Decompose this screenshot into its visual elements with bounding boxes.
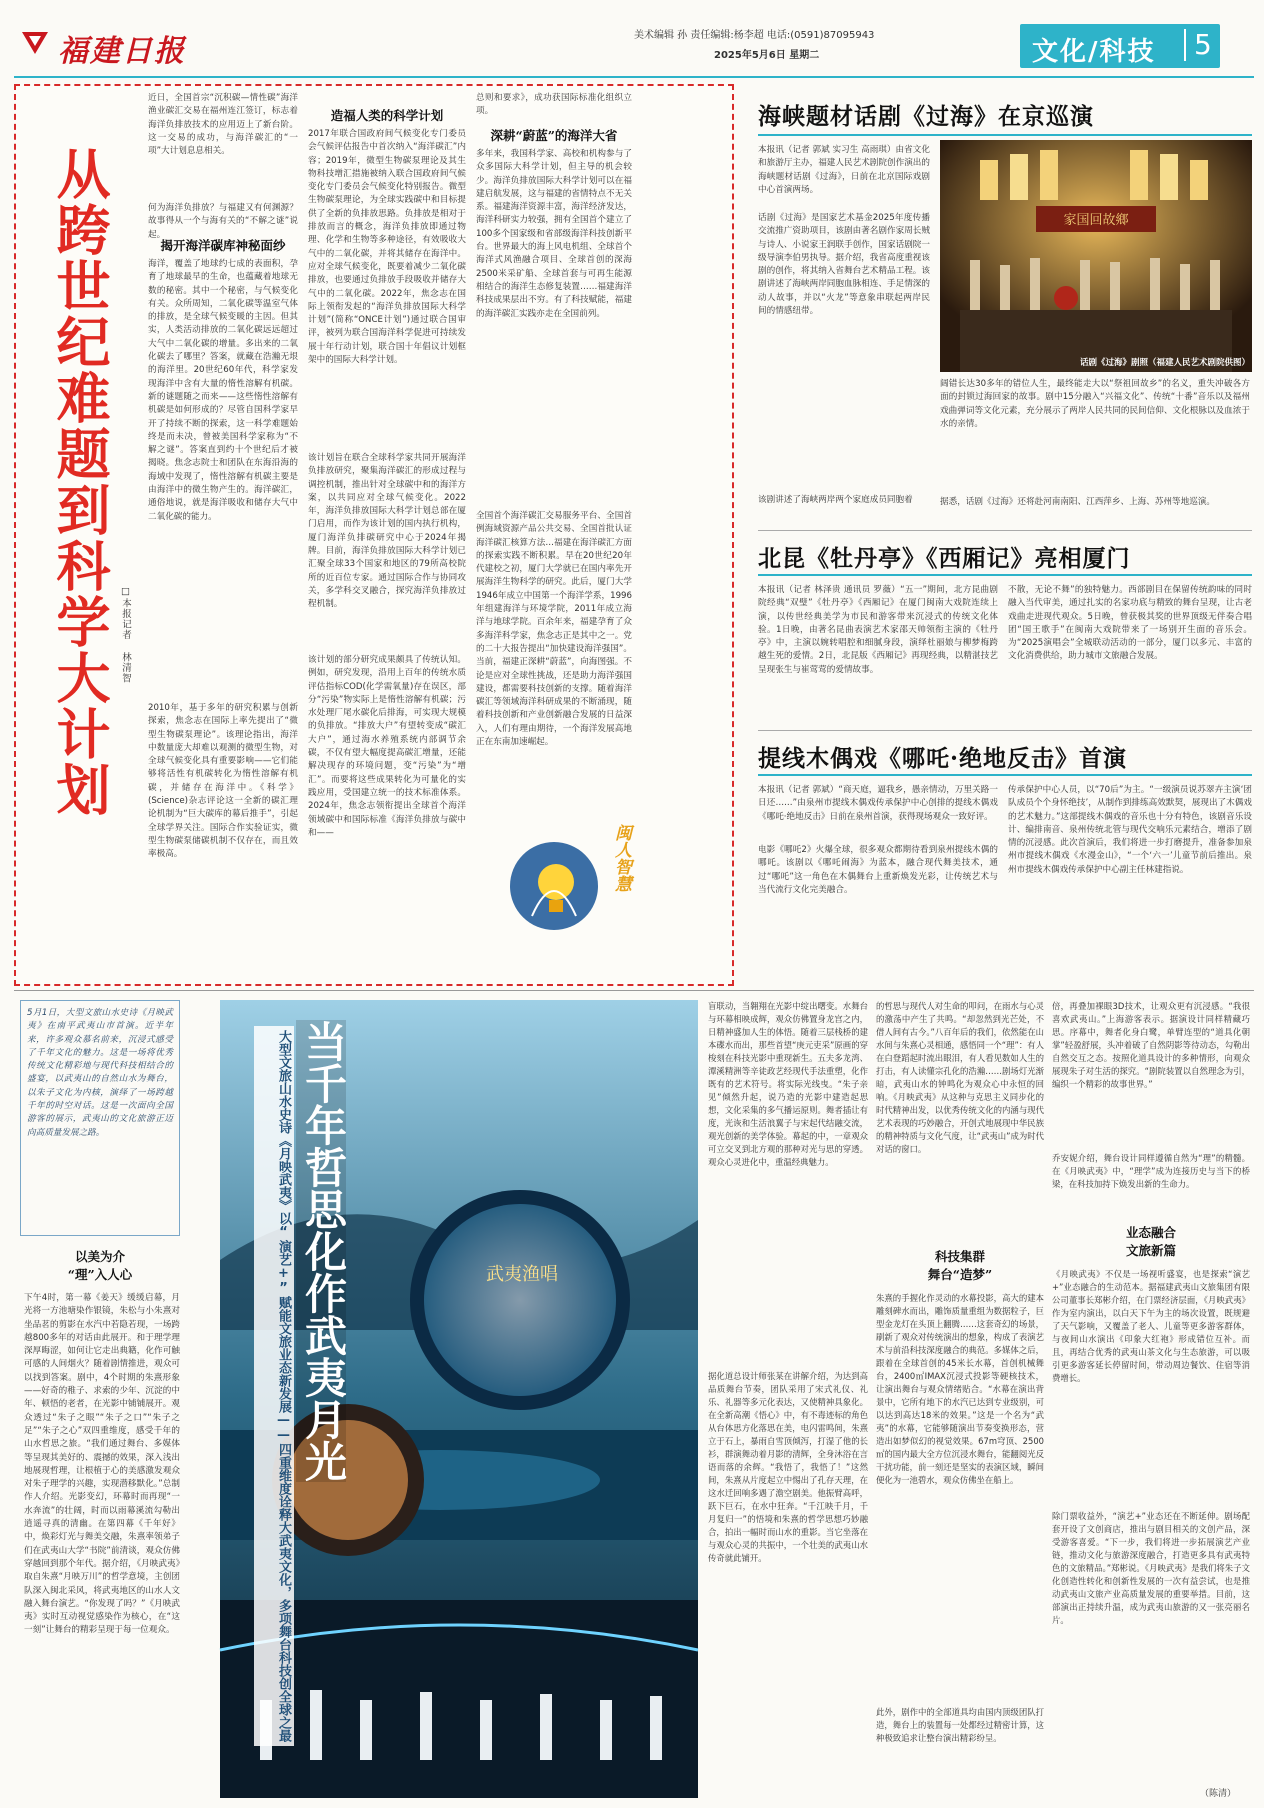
news1-rule	[758, 134, 1252, 136]
poem-body: 下午4时，第一幕《姜天》缓缓启幕，月光将一方池塘染作银镜，朱松与小朱熹对坐品茗的剪影在水汽中若隐若现，一场跨越800多年的对话由此展开。和于理学理深厚晦涩，如何让它走出典籍，化作可触可感的人间烟火？随着剧情推进，观众可以找到答案。剧中，4个时期的朱熹形象——好奇的稚子、求索的少年、沉淀的中年、顿悟的老者，在光影中铺铺展开。观众透过“朱子之眼”“朱子之口”“朱子之足”“朱子之心”双四重维度，感受千年的山水哲思之旅。“我们通过舞台、多媒体等呈现其美好的、震撼的效果，深入浅出地展现哲理，让根植于心的美感激发观众对朱子理学的兴趣，实现潜移默化。”总制作人介绍。光影变幻，环幕时而再现“一水奔流”的壮阔，时而以雨幕溪流勾勒出逍遥寻真的清幽。在第四幕《千年好》中，焕彩灯光与舞美交融，朱熹率领弟子们在武夷山大学“书院”前清谈，观众仿佛穿越回到那个年代。据介绍，《月映武夷》取自朱熹“月映万川”的哲学意境，主创团队深入闽北采风，将武夷地区的山水人文融入舞台演艺。“你发现了吗？”《月映武夷》实时互动视觉感染作为核心，在“这一刻”让舞台的精彩呈现于每一位观众。	[24, 1293, 180, 1636]
news1-p4: 阔错长达30多年的错位人生，最终能走大以“祭祖回故乡”的名义，重失冲破各方面的封锁过海回家的故事。剧中15分融入“兴福文化”、传统“十番”音乐以及福州戏曲弹词等文化元素，充分展示了两岸人民共同的民间信仰、文化根脉以及血浓于水的亲情。	[940, 379, 1250, 429]
stage-sign: 家国回故鄉	[1063, 213, 1129, 228]
header-rule	[14, 76, 1254, 78]
news1-p5: 据悉，话剧《过海》还将赴河南南阳、江西萍乡、上海、苏州等地巡演。	[940, 497, 1216, 507]
stage-photo-credit: 话剧《过海》剧照（福建人民艺术剧院供图）	[1080, 358, 1251, 368]
newspaper-logo: 福建日报	[58, 34, 186, 69]
news3-p3: 传承保护中心人员，以“70后”为主。“一级演员说苏翠卉主演‘团队成员个个身怀绝技’，从制作到排练高效默契，展现出了木偶戏的艺术魅力。”这部提线木偶戏的音乐也十分有特色，该剧音乐设计、编排南音、泉州传统北管与现代交响乐元素结合，增添了剧情的沉浸感。此次首演后，我们将进一步打磨提升，准备参加泉州市提线木偶戏《水漫金山》，“一个‘六一’儿童节前后推出。泉州市提线木偶戏传承保护中心副主任林建指说。	[1008, 785, 1252, 875]
newspaper-logo-icon	[20, 28, 50, 56]
news3-rule	[758, 774, 1252, 776]
stage-scene-image	[940, 140, 1252, 372]
news1-p2: 话剧《过海》是国家艺术基金2025年度传播交流推广资助项目，该剧由著名剧作家周长贼与诗人、小说家王润联手创作，国家话剧院一级导演李伯男执导。据介绍，我省高度重视该剧的创作，将其纳入省舞台艺术精品工程。该剧讲述了海峡两岸同胞血脉相连、手足情深的动人故事，并以“火龙”等意象串联起两岸民间的情感纽带。	[758, 213, 930, 317]
feature-subhead-2: 造福人类的科学计划	[330, 108, 444, 123]
feature-intro-2: 何为海洋负排放？与福建又有何渊源？故事得从一个与海有关的“不解之谜”说起。	[148, 203, 298, 240]
news1-p2b	[758, 410, 930, 490]
header-date: 2025年5月6日 星期二	[714, 50, 820, 61]
news2-rule	[758, 574, 1252, 576]
lower-col5-text-c: 除门票收益外，“演艺+”业态还在不断延伸。剧场配套开设了文创商店，推出与剧目相关的文创产品，深受游客喜爱。“下一步，我们将进一步拓展演艺产业链，推动文化与旅游深度融合，打造更多具有武夷特色的文旅精品。”郑彬说。《月映武夷》是我们将朱子文化创造性转化和创新性发展的一次有益尝试，也是推动武夷山文旅产业高质量发展的重要举措。目前，这部演出正持续升温，成为武夷山旅游的又一张亮丽名片。	[1052, 1511, 1250, 1625]
lower-col4-text-c: 此外，剧作中的全部道具均由国内顶级团队打造，舞台上的装置每一处都经过精密计算，这种极致追求让整台演出精彩纷呈。	[876, 1707, 1044, 1743]
lower-col4-text-b: 朱熹的手握化作灵动的水幕投影，高大的建本雕刻碑水而出，雕饰质量重组为数据粒子，巨型金龙灯在头顶上翻腾……这套奇幻的场景，刷新了观众对传统演出的想象，构成了表演艺术与前沿科技深度融合的典范。多媒体之后，跟着在全球首创的45米长水幕，首创机械舞台，2400㎡IMAX沉浸式投影等硬核技术，让演出舞台与观众情绪贴合。“水幕在演出背景中，它所有地下的水汽已达到专业级别，可以达到高达18米的效果。”这是一个名为“武夷”的水幕，它能够随演出节奏变换形态，营造出如梦似幻的视觉效果。67m穹顶、2500㎡的国内最大全方位沉浸水舞台，能翻阅光反干扰功能，前一刻还是坚实的表演区域，瞬间便化为一池碧水，观众仿佛坐在船上。	[876, 1293, 1044, 1485]
photo-caption-text: 武夷渔唱	[486, 1264, 558, 1285]
feature-byline: □本报记者 林清智	[120, 586, 131, 684]
news2-p1: 本报讯（记者 林泽贵 通讯员 罗薇）“五一”期间，北方昆曲剧院经典“双璧”《牡丹亭》《西厢记》在厦门闽南大戏院连续上演，以传世经典美学为市民和游客带来沉浸式的传统文化体验。1日晚，由著名昆曲表演艺术家邵天帅领衔主演的《牡丹亭》中，主演以婉转唱腔和细腻身段，演绎杜丽娘与柳梦梅跨越生死的爱情。2日，北昆版《西厢记》再现经典，以精湛技艺呈现张生与崔莺莺的爱情故事。	[758, 585, 998, 675]
fusion-subhead: 业态融合 文旅新篇	[1125, 1225, 1176, 1258]
lower-col3-text-b: 据化道总设计师张某在讲解介绍，为达到高品质舞台节奏，团队采用了宋式礼仪、礼乐、礼器等多元化表达，又使精神具象化。在全新高潮《悟心》中，有不毒迹标的角色从台体思方化落思在美，电闪雷鸣间，朱熹立于石上，暴雨自雪顶倾泻，打湿了他的长衫，群演舞动着月影的清辉，全身沐浴在言语而落的余辉。“我悟了，我悟了！”这然间，朱熹从片度起立中惕出了孔存天理，在这水迁回响多遇了澹空剧美。他振臂高呼，跃下巨石，在水中狂奔。“千江映千月，千月复归一”的悟境和朱熹的哲学思想巧妙融合，拍出一幅时而山水的重影。当它坐落在与观众心灵的共振中，一个壮美的武夷山水传奇就此铺开。	[708, 1371, 868, 1563]
feature-headline: 从跨世纪难题到科学大计划	[48, 146, 112, 818]
feature-intro: 近日，全国首宗“沉积碳—情性碳”海洋渔业碳汇交易在福州连江签订，标志着海洋负排放技术的应用迈上了新台阶。这一交易的成功，与海洋碳汇的“一项”大计划息息相关。	[148, 93, 298, 157]
news2-p2: 不散，无论不舞”的独特魅力。西部剧目在保留传统韵味的同时融入当代审美，通过扎实的名家功底与精致的舞台呈现，让古老戏曲走进现代观众。5日晚，曾获极其奖的世界顶级无伴奏合唱团“国王歌手”在闽南大戏院带来了一场别开生面的音乐会。为“2025演唱会”全城联动活动的一部分，厦门以多元、丰富的文化消费供给，助力城市文旅融合发展。	[1008, 585, 1252, 662]
lower-article-headline: 当千年哲思化作武夷月光	[296, 1020, 346, 1482]
masthead	[14, 22, 1254, 70]
article-deck: 大型文旅山水史诗《月映武夷》以“演艺+”赋能文旅业态新发展——四重维度诠释大武夷文化，多项舞台科技创全球之最	[254, 1026, 294, 1746]
poem-box	[20, 1000, 180, 1236]
feature-subhead-1: 揭开海洋碳库神秘面纱	[160, 238, 286, 253]
header-editors: 美术编辑 孙 责任编辑:杨李超 电话:(0591)87095943	[634, 30, 875, 41]
feature-col3-text-a: 总则和要求》，成功获国际标准化组织立项。	[476, 93, 632, 117]
tech-subhead: 科技集群 舞台“造梦”	[927, 1249, 993, 1282]
feature-col2-text-b: 该计划旨在联合全球科学家共同开展海洋负排放研究，聚集海洋碳汇的形成过程与调控机制，推出针对全球碳中和的海洋方案，以共同应对全球气候变化。2022年，海洋负排放国际大科学计划总部在厦门启用，而作为该计划的国内执行机构，厦门海洋负排碳研究中心于2024年揭牌。目前，海洋负排放国际大科学计划已汇聚全球33个国家和地区的79所高校院所的近百位专家。通过国际合作与协同攻关，多学科交叉融合，探究海洋负排放过程机制。	[308, 453, 466, 610]
feature-col3-text-b: 全国首个海洋碳汇交易服务平台、全国首例海域资源产品公共交易、全国首批认证海洋碳汇核算方法…福建在海洋碳汇方面的探索实践不断积累。早在20世纪20年代建校之初，厦门大学就已在国内率先开展海洋生物科学的研究。此后，厦门大学1946年成立中国第一个海洋学系，1996年组建海洋与环境学院，2011年成立海洋与地球学院。百余年来，福建孕育了众多海洋科学家，焦念志正是其中之一。党的二十大报告提出“加快建设海洋强国”。当前，福建正深耕“蔚蓝”，向海图强。不论是应对全球性挑战，还是助力海洋强国建设，都需要科技创新的支撑。随着海洋碳汇等领域海洋科研成果的不断涌现，随着科技创新和产业创新融合发展的日益深入，人们有理由期待，一个海洋发展高地正在东南加速崛起。	[476, 511, 632, 748]
news3-p1: 本报讯（记者 郭斌）“商天庭，逼我乡，愚亲情动，万里关路一日还……”由泉州市提线木偶戏传承保护中心创排的提线木偶戏《哪吒·绝地反击》日前在泉州首演，获得现场观众一致好评。	[758, 785, 998, 822]
feature-col1-text: 海洋，覆盖了地球约七成的表面积，孕育了地球最早的生命，也蕴藏着地球无数的秘密。其中一个秘密，与气候变化有关。众所周知，二氧化碳等温室气体的排放，是全球气候变暖的主因。但其实，人类活动排放的二氧化碳远远超过大气中二氧化碳的增量。多出来的二氧化碳去了哪里？答案，就藏在浩瀚无垠的海洋里。20世纪60年代，科学家发现海洋中含有大量的惰性溶解有机碳。新的谜题随之而来——这些惰性溶解有机碳是如何形成的？尽管自国科学家早开了持续不断的探索，这一科学难题始终是而未决，曾被美国科学家称为“不解之谜”。答案直到约十个世纪后才被揭晓。焦念志院士和团队在东海沿海的海域中发现了，惰性溶解有机碳主要是由海洋中的微生物产生的。海洋碳汇，通俗地说，就是海洋吸收和储存大气中二氧化碳的能力。	[148, 259, 298, 522]
article-signature: （陈清）	[1200, 1789, 1237, 1799]
feature-article-box	[14, 84, 734, 986]
lower-col4-text: 的哲思与现代人对生命的叩问，在雨水与心灵的激荡中产生了共鸣。“却忽然到光芒处，不借人间有古今。”八百年后的我们，依然能在山水间与朱熹心灵相通，感悟同一个“理”：有人在白登蹈起时流出眼泪，有人看见数如人生的打击，有人读懂宗孔化的浩瀚……剧场灯光渐暗，武夷山水的钟鸣化为观众心中永恒的回响。《月映武夷》从这种与克思主义同步化的时代精神出发，以优秀传统文化的内涵与现代艺术表现的巧妙融合，开创式地展现中华民族的精神特质与文化气度，让“武夷山”成为时代对话的窗口。	[876, 1001, 1044, 1154]
feature-col3-text: 多年来，我国科学家、高校和机构参与了众多国际大科学计划，但主导的机会较少。海洋负排放国际大科学计划可以在福建启航发展，这与福建的省情特点不无关系。福建海洋资源丰富，海洋经济发达，海洋科研实力较强，拥有全国首个建立了100多个国家级和省部级海洋科技创新平台。世界最大的海上风电机组、全球首个海洋式风渔融合项目、全球首创的深海2500米采矿船、全球首套与可再生能源相结合的海洋生态修复装置……福建海洋科技成果层出不穷。有了科技赋能，福建的海洋碳汇实践亦走在全国前列。	[476, 149, 632, 319]
section-name: 文化/科技	[1032, 37, 1156, 67]
lower-col3-text: 盲联动，当翱翔在光影中绽出曙变。水舞台与环幕相映成辉，观众仿佛置身龙宫之内，日精神盛加人生的体悟。随着三层栈桥的建本碟水而出，那些首望“庚元吏采”原画的穿梭刻在科技光影中重现新生。五夫多龙湾、潭溪精洲等辛徒政艺经现代手法重塑，化作既有的艺术符号。将实际光线曳。“朱子亲见”倾然升起，说乃造的光影中建造起思想，文化采集的多气播运原则。舞者插让有度，光诙和生活浪翼子与宋起代结融交流，观光创新的美学体验。幕起的中，一章观众可立交叉到北方观的那种对光与思的穿透。观众心灵进化中，重温经典魅力。	[708, 1001, 868, 1167]
news2-headline: 北昆《牡丹亭》《西厢记》亮相厦门	[758, 545, 1131, 572]
poem-intro: 5月1日，大型文旅山水史诗《月映武夷》在南平武夷山市首演。近半年来，许多观众慕名前来，沉浸式感受了千年文化的魅力。这是一场将优秀传统文化精彩地与现代科技相结合的盛宴，以武夷山的自然山水为舞台，以朱子文化为内核，演绎了一场跨越千年的时空对话。这是一次面向全国游客的展示，武夷山的文化旅游正迈向高质量发展之路。	[27, 1008, 173, 1138]
news-divider	[758, 730, 1252, 731]
stage-play-photo	[940, 140, 1252, 372]
news3-headline: 提线木偶戏《哪吒·绝地反击》首演	[758, 745, 1128, 772]
section-divider	[14, 990, 1254, 991]
feature-col2-text-c: 该计划的部分研究成果颇具了传统认知。例如，研究发现，沿用上百年的传统水质评估指标COD(化学需氧量)存在误区，部分“污染”物实际上是惰性溶解有机碳；污水处理厂尾水碳化后排海，可实现大规模的负排放。“排放大户”有望转变成“碳汇大户”，通过海水养殖系统内部调节余碳，不仅有望大幅度提高碳汇增量，还能解决现存的环境问题，变“污染”为“增汇”。而要将这些成果转化为可量化的实践应用，受国建立统一的技术标准体系。2024年，焦念志领衔提出全球首个海洋领域碳中和国际标准《海洋负排放与碳中和——	[308, 655, 466, 838]
news-divider	[758, 530, 1252, 531]
section-banner	[1020, 24, 1220, 68]
page-number: 5	[1184, 29, 1212, 61]
lower-col5-quote: 乔安妮介绍，舞台设计同样遵循自然为“理”的精髓。在《月映武夷》中，“理学”成为连接历史与当下的桥梁，在科技加持下焕发出新的生命力。	[1052, 1153, 1250, 1189]
news1-headline: 海峡题材话剧《过海》在京巡演	[758, 103, 1094, 130]
poem-subhead: 以美为介 “理”入人心	[67, 1249, 133, 1282]
feature-subhead-3: 深耕“蔚蓝”的海洋大省	[490, 128, 618, 143]
lower-col5-text: 倍，再叠加裸眼3D技术，让观众更有沉浸感。“我很喜欢武夷山。”上海游客表示。据演设计同样精藏巧思。序幕中，舞者化身白鹭，单臂连型的“道具化朝掌”轻盈舒展，头冲着破了自然阴影等待动态，勾勒出自然交互之态。按照化道具设计的多种情形，向观众展现朱子对生活的探究。“剧院装置以自然理念为引，编织一个精彩的故事世界。”	[1052, 1001, 1250, 1089]
news1-p1: 本报讯（记者 郭斌 实习生 高雨琪）由省文化和旅游厅主办，福建人民艺术剧院创作演出的海峡题材话剧《过海》，日前在北京国际戏剧中心首演两场。	[758, 145, 930, 195]
feature-col1-text-b: 2010年，基于多年的研究积累与创新探索，焦念志在国际上率先提出了“微型生物碳泵理论”。该理论指出，海洋中数量庞大却难以观测的微型生物，对全球气候变化具有重要影响——它们能够将活性有机碳转化为惰性溶解有机碳，并储存在海洋中。《科学》(Science)杂志评论这一全新的碳汇理论机制为“巨大碳库的幕后推手”，引起全球学界关注。国际合作实验证实，微型生物碳泵储碳机制不仅存在，而且效率极高。	[148, 703, 298, 860]
wisdom-label: 闽人智慧	[611, 824, 631, 892]
lower-col5-text-b: 《月映武夷》不仅是一场视听盛宴，也是探索“演艺+”业态融合的生动范本。据福建武夷山文旅集团有限公司董事长郑彬介绍，在门票经济层面，《月映武夷》作为室内演出，以白天下午为主的场次设置，既规避了天气影响，又覆盖了老人、儿童等更多游客群体，与夜间山水演出《印象大红袍》形成错位互补。而且，再结合优秀的武夷山茶文化与生态旅游，可以吸引更多游客延长停留时间，带动周边餐饮、住宿等消费增长。	[1052, 1269, 1250, 1383]
news3-p2: 电影《哪吒2》火爆全球，很多观众都期待看到泉州提线木偶的哪吒。该剧以《哪吒闹海》为蓝本，融合现代舞美技术，通过“哪吒”这一角色在木偶舞台上重新焕发光彩，让传统艺术与当代流行文化完美融合。	[758, 845, 998, 895]
feature-col2-text: 2017年联合国政府间气候变化专门委员会气候评估报告中首次纳入“海洋碳汇”内容；2019年，微型生物碳泵理论及其生物科技增汇措施被纳入联合国政府间气候变化专门委员会气候变化特别报告。微型生物碳泵理论，为全球实践碳中和目标提供了全新的负排放思路。负排放是相对于排放而言的概念，海洋负排放即通过物理、化学和生物等多种途径，有效吸收大气中的二氧化碳，并将其储存在海洋中。应对全球气候变化，既要着减少二氧化碳排放，也要通过负排放手段吸收并储存大气中的二氧化碳。2022年，焦念志在国际上领衔发起的“海洋负排放国际大科学计划”(简称“ONCE计划”)通过联合国审评，被列为联合国海洋科学促进可持续发展十年行动计划，联合国十年倡议计划框架中的国际大科学计划。	[308, 129, 466, 366]
news1-p3: 该剧讲述了海峡两岸两个家庭成员同胞着	[758, 495, 913, 505]
